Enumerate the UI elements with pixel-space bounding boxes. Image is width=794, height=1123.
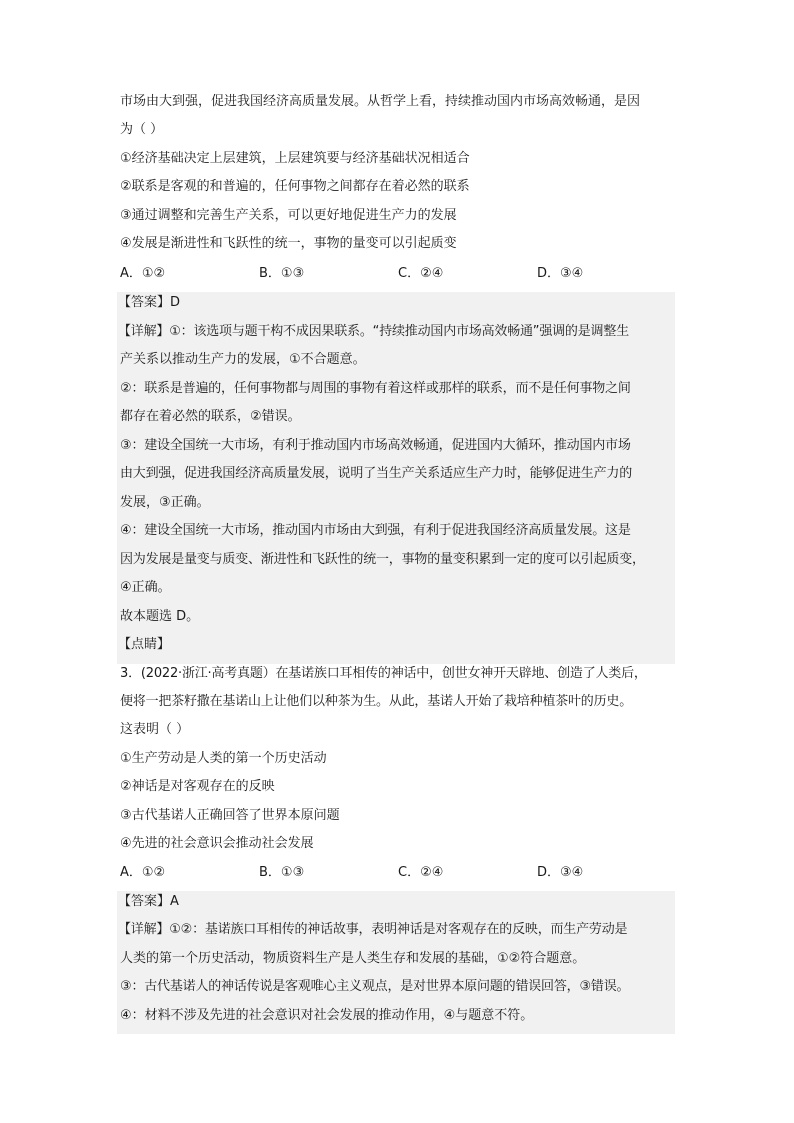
q2-options bbox=[120, 264, 680, 284]
q3-detail-line-3: ③：古代基诺人的神话传说是客观唯心主义观点，是对世界本原问题的错误回答，③错误。 bbox=[120, 979, 630, 994]
q2-detail-line-10: ④正确。 bbox=[120, 580, 171, 595]
q3-option-b: B．①③ bbox=[259, 865, 305, 880]
q2-detail-line-1: 【详解】①：该选项与题干构不成因果联系。“持续推动国内市场高效畅通”强调的是调整生 bbox=[118, 324, 629, 339]
q2-detail-line-6: 由大到强，促进我国经济高质量发展，说明了当生产关系适应生产力时，能够促进生产力的 bbox=[120, 466, 633, 481]
q2-option-d: D．③④ bbox=[537, 266, 584, 281]
q2-option-a: A．①② bbox=[120, 266, 166, 281]
q3-stem-line-1: 3．(2022·浙江·高考真题）在基诺族口耳相传的神话中，创世女神开天辟地、创造了人类后， bbox=[120, 666, 647, 681]
q3-option-c: C．②④ bbox=[398, 865, 444, 880]
q3-statement-1: ①生产劳动是人类的第一个历史活动 bbox=[120, 751, 327, 766]
q2-detail-line-4: 都存在着必然的联系，②错误。 bbox=[120, 409, 301, 424]
q2-detail-line-3: ②：联系是普遍的，任何事物都与周围的事物有着这样或那样的联系，而不是任何事物之间 bbox=[120, 381, 631, 396]
q2-stem-line-2: 为（ ） bbox=[120, 122, 164, 137]
q3-statement-3: ③古代基诺人正确回答了世界本原问题 bbox=[120, 808, 340, 823]
q3-detail-line-4: ④：材料不涉及先进的社会意识对社会发展的推动作用，④与题意不符。 bbox=[120, 1008, 534, 1023]
q2-stem-line-1: 市场由大到强，促进我国经济高质量发展。从哲学上看，持续推动国内市场高效畅通，是因 bbox=[120, 94, 641, 109]
q3-options bbox=[120, 863, 680, 883]
q2-statement-1: ①经济基础决定上层建筑，上层建筑要与经济基础状况相适合 bbox=[120, 151, 470, 166]
q3-stem-line-3: 这表明（ ） bbox=[120, 722, 190, 737]
q2-statement-4: ④发展是渐进性和飞跃性的统一，事物的量变可以引起质变 bbox=[120, 236, 457, 251]
q2-comment-label: 【点睛】 bbox=[118, 637, 171, 652]
q2-statement-3: ③通过调整和完善生产关系，可以更好地促进生产力的发展 bbox=[120, 208, 457, 223]
q2-answer: 【答案】D bbox=[118, 295, 181, 310]
q3-statement-4: ④先进的社会意识会推动社会发展 bbox=[120, 836, 314, 851]
q2-detail-line-2: 产关系以推动生产力的发展，①不合题意。 bbox=[120, 352, 366, 367]
q3-stem-line-2: 便将一把茶籽撒在基诺山上让他们以种茶为生。从此，基诺人开始了栽培种植茶叶的历史。 bbox=[120, 694, 633, 709]
q2-conclusion: 故本题选 D。 bbox=[120, 609, 200, 624]
q3-detail-line-1: 【详解】①②：基诺族口耳相传的神话故事，表明神话是对客观存在的反映，而生产劳动是 bbox=[118, 922, 628, 937]
q2-option-b: B．①③ bbox=[259, 266, 305, 281]
q2-detail-line-5: ③：建设全国统一大市场，有利于推动国内市场高效畅通，促进国内大循环，推动国内市场 bbox=[120, 438, 631, 453]
q2-option-c: C．②④ bbox=[398, 266, 444, 281]
q3-statement-2: ②神话是对客观存在的反映 bbox=[120, 779, 275, 794]
q3-detail-line-2: 人类的第一个历史活动，物质资料生产是人类生存和发展的基础，①②符合题意。 bbox=[120, 951, 586, 966]
q3-option-a: A．①② bbox=[120, 865, 166, 880]
q3-option-d: D．③④ bbox=[537, 865, 584, 880]
q3-answer: 【答案】A bbox=[118, 894, 179, 909]
q2-statement-2: ②联系是客观的和普遍的，任何事物之间都存在着必然的联系 bbox=[120, 179, 470, 194]
q2-detail-line-9: 因为发展是量变与质变、渐进性和飞跃性的统一，事物的量变积累到一定的度可以引起质变， bbox=[120, 552, 645, 567]
q2-detail-line-8: ④：建设全国统一大市场，推动国内市场由大到强，有利于促进我国经济高质量发展。这是 bbox=[120, 523, 631, 538]
q2-detail-line-7: 发展，③正确。 bbox=[120, 495, 210, 510]
